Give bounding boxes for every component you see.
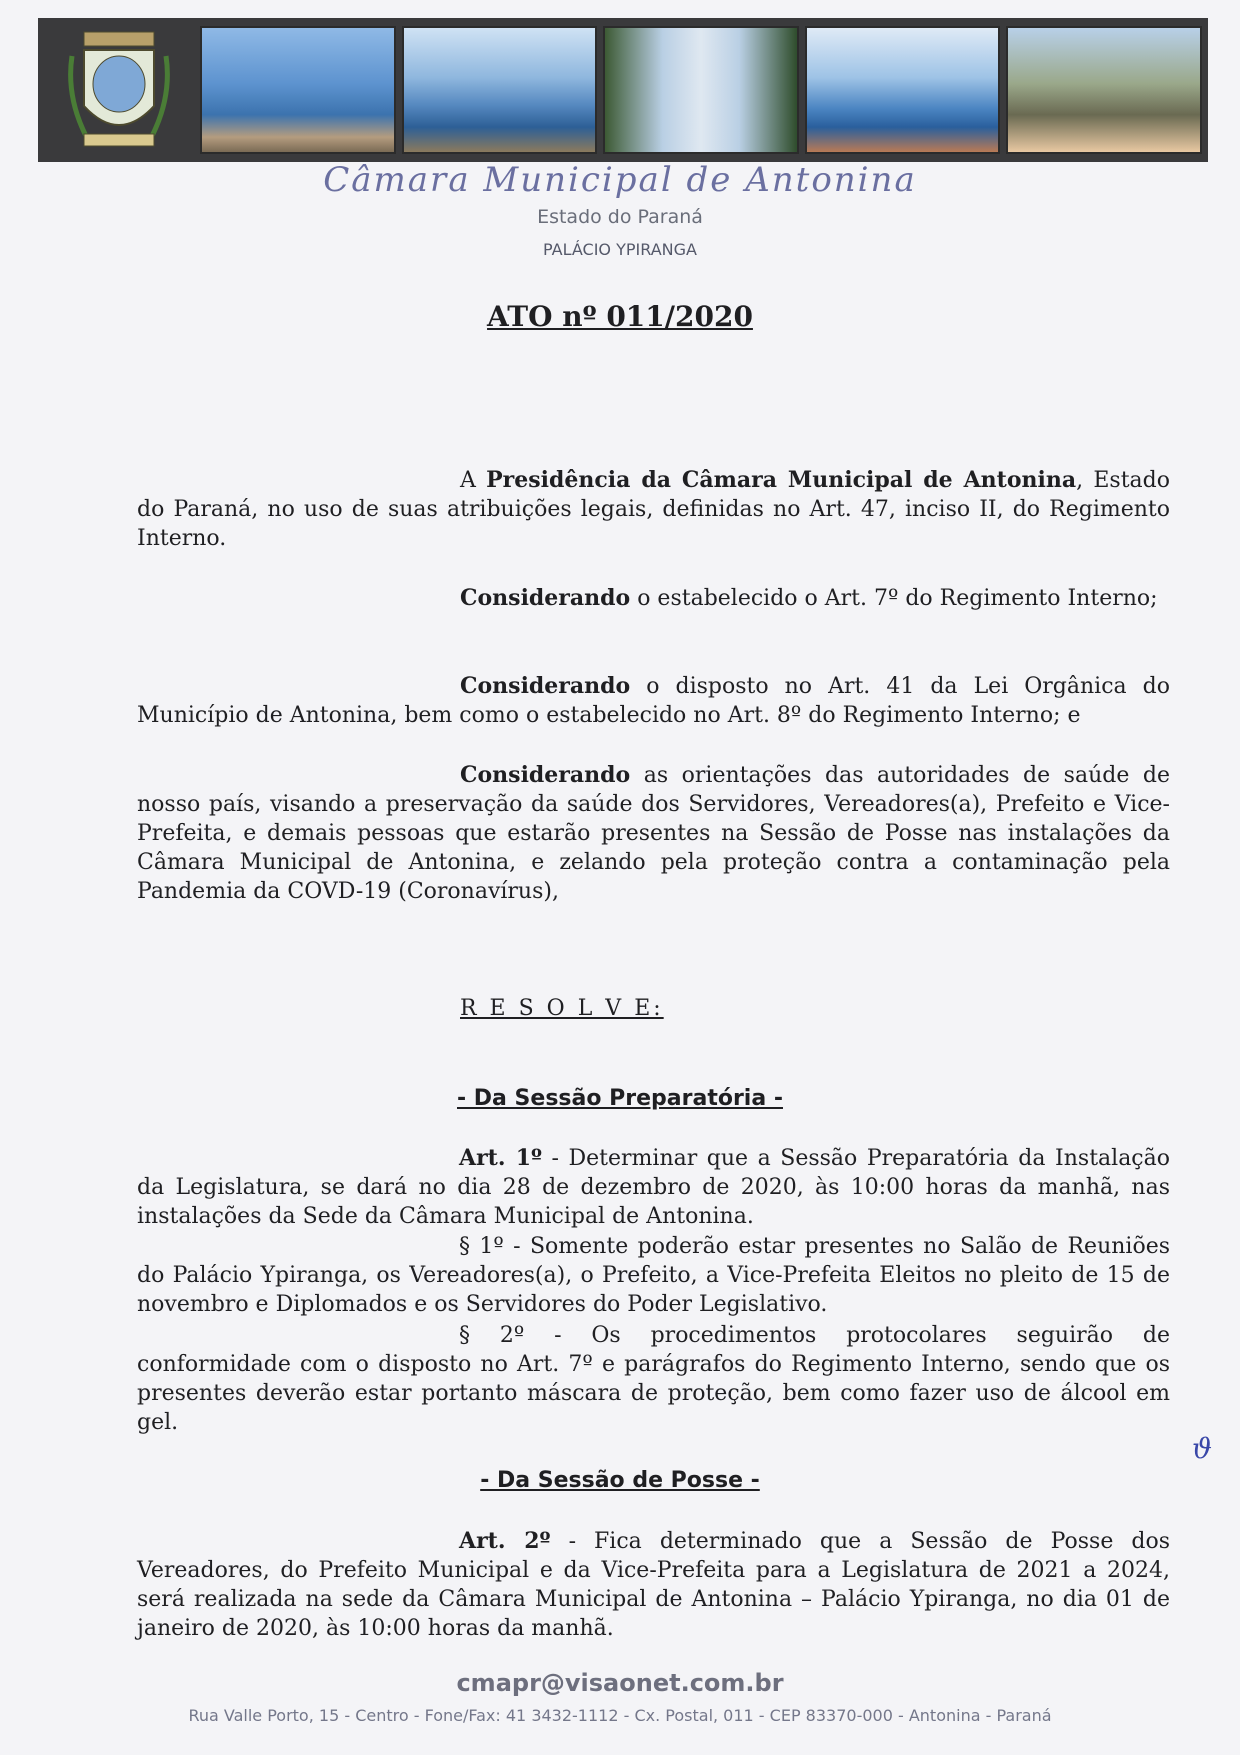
act-title: ATO nº 011/2020	[487, 300, 753, 333]
considerando-2	[137, 672, 1170, 730]
article-2	[137, 1527, 1170, 1643]
header-banner	[38, 18, 1208, 162]
article-1-text: - Determinar que a Sessão Preparatória da Instalação da Legislatura, se dará no dia 28 de dezembro de 2020, às 10:00 horas da manhã, nas instalações da Sede da Câmara Municipal de Antonina.	[137, 1146, 1170, 1229]
footer-email: cmapr@visaonet.com.br	[456, 1669, 784, 1697]
section-preparatory-heading: - Da Sessão Preparatória -	[457, 1086, 783, 1111]
initials-signature: ϑ	[1192, 1432, 1213, 1465]
considerando-3-bold: Considerando	[460, 762, 631, 788]
bay-photo	[200, 26, 396, 154]
considerando-1-text: o estabelecido o Art. 7º do Regimento Interno;	[630, 586, 1158, 611]
footer-address: Rua Valle Porto, 15 - Centro - Fone/Fax: 41 3432-1112 - Cx. Postal, 011 - CEP 83370-000 - Antonina - Paraná	[188, 1706, 1052, 1725]
paragraph-2-text: § 2º - Os procedimentos protocolares seguirão de conformidade com o disposto no Art. 7º e parágrafos do Regimento Interno, sendo que os presentes deverão estar portanto máscara de proteção, bem como fazer uso de álcool em gel.	[137, 1323, 1170, 1435]
article-1	[137, 1144, 1170, 1231]
article-2-text: - Fica determinado que a Sessão de Posse dos Vereadores, do Prefeito Municipal e da Vice-Prefeita para a Legislatura de 2021 a 2024, será realizada na sede da Câmara Municipal de Antonina – Palácio Ypiranga, no dia 01 de janeiro de 2020, às 10:00 horas da manhã.	[137, 1529, 1171, 1641]
paragraph-2	[137, 1321, 1170, 1437]
considerando-1	[137, 584, 1170, 613]
preamble-paragraph	[137, 466, 1170, 553]
paragraph-1-text: § 1º - Somente poderão estar presentes no Salão de Reuniões do Palácio Ypiranga, os Vereadores(a), o Prefeito, a Vice-Prefeita Eleitos no pleito de 15 de novembro e Diplomados e os Servidores do Poder Legislativo.	[137, 1234, 1170, 1317]
considerando-2-text: o disposto no Art. 41 da Lei Orgânica do Município de Antonina, bem como o estabelecido no Art. 8º do Regimento Interno; e	[137, 674, 1170, 728]
state-name: Estado do Paraná	[537, 206, 703, 228]
considerando-3-text: as orientações das autoridades de saúde de nosso país, visando a preservação da saúde dos Servidores, Vereadores(a), Prefeito e Vice-Prefeita, e demais pessoas que estarão presentes na Sessão de Posse nas instalações da Câmara Municipal de Antonina, e zelando pela proteção contra a contaminação pela Pandemia da COVD-19 (Coronavírus),	[137, 763, 1170, 904]
considerando-1-bold: Considerando	[460, 585, 631, 611]
resolve-heading: R E S O L V E:	[460, 996, 664, 1021]
coast-photo	[805, 26, 1001, 154]
coat-of-arms-icon	[44, 23, 194, 157]
considerando-2-bold: Considerando	[460, 673, 631, 699]
considerando-3	[137, 761, 1170, 906]
article-1-label: Art. 1º	[459, 1145, 542, 1171]
institution-name: Câmara Municipal de Antonina	[323, 160, 917, 200]
presidency-bold: Presidência da Câmara Municipal de Antonina	[486, 467, 1077, 493]
palace-name: PALÁCIO YPIRANGA	[543, 240, 697, 259]
preamble-text: , Estado do Paraná, no uso de suas atribuições legais, definidas no Art. 47, inciso II, do Regimento Interno.	[137, 468, 1170, 551]
article-2-label: Art. 2º	[459, 1528, 551, 1554]
promenade-photo	[603, 26, 799, 154]
ruins-photo	[1006, 26, 1202, 154]
paragraph-1	[137, 1232, 1170, 1319]
section-posse-heading: - Da Sessão de Posse -	[480, 1468, 760, 1493]
island-photo	[402, 26, 598, 154]
preamble-prefix: A	[460, 468, 487, 493]
